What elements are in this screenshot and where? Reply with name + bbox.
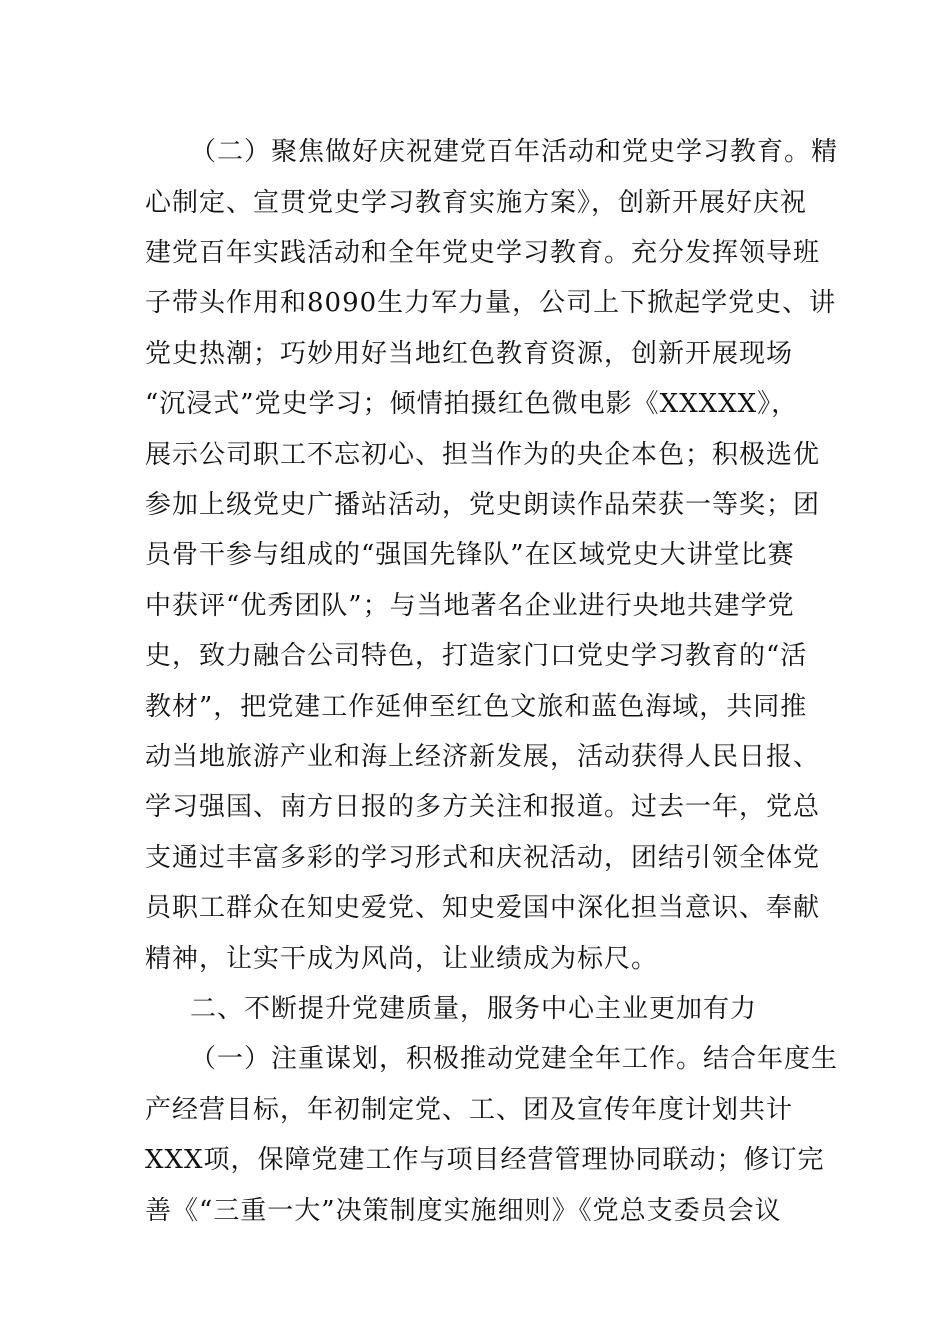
- paragraph-2-line-16: 员职工群众在知史爱党、知史爱国中深化担当意识、奉献: [145, 893, 821, 923]
- section-heading: 二、不断提升党建质量，服务中心主业更加有力: [190, 994, 758, 1024]
- paragraph-3-line-1: （一）注重谋划，积极推动党建全年工作。结合年度生: [190, 1044, 839, 1074]
- paragraph-2-line-7: 展示公司职工不忘初心、担当作为的央企本色；积极选优: [145, 440, 821, 470]
- paragraph-2-line-14: 学习强国、南方日报的多方关注和报道。过去一年，党总: [145, 792, 821, 822]
- paragraph-2-line-17: 精神，让实干成为风尚，让业绩成为标尺。: [145, 944, 659, 974]
- paragraph-2-line-4: 子带头作用和8090生力军力量，公司上下掀起学党史、讲: [145, 288, 837, 318]
- paragraph-2-line-3: 建党百年实践活动和全年党史学习教育。充分发挥领导班: [145, 238, 821, 268]
- paragraph-2-line-8: 参加上级党史广播站活动，党史朗读作品荣获一等奖；团: [145, 490, 821, 520]
- paragraph-2-line-5: 党史热潮；巧妙用好当地红色教育资源，创新开展现场: [145, 339, 794, 369]
- paragraph-2-line-13: 动当地旅游产业和海上经济新发展，活动获得人民日报、: [145, 742, 821, 772]
- paragraph-2-line-6: “沉浸式”党史学习；倾情拍摄红色微电影《XXXXX》，: [145, 389, 799, 419]
- paragraph-2-line-1: （二）聚焦做好庆祝建党百年活动和党史学习教育。精: [190, 137, 839, 167]
- paragraph-3-line-2: 产经营目标，年初制定党、工、团及宣传年度计划共计: [145, 1095, 794, 1125]
- paragraph-3-line-3: XXX项，保障党建工作与项目经营管理协同联动；修订完: [145, 1145, 825, 1175]
- paragraph-2-line-15: 支通过丰富多彩的学习形式和庆祝活动，团结引领全体党: [145, 843, 821, 873]
- paragraph-2-line-2: 心制定、宣贯党史学习教育实施方案》，创新开展好庆祝: [145, 188, 808, 218]
- paragraph-2-line-10: 中获评“优秀团队”；与当地著名企业进行央地共建学党: [145, 591, 795, 621]
- paragraph-3-line-4: 善《“三重一大”决策制度实施细则》《党总支委员会议: [145, 1196, 782, 1226]
- paragraph-2-line-12: 教材”，把党建工作延伸至红色文旅和蓝色海域，共同推: [145, 692, 808, 722]
- paragraph-2-line-11: 史，致力融合公司特色，打造家门口党史学习教育的“活: [145, 641, 808, 671]
- paragraph-2-line-9: 员骨干参与组成的“强国先锋队”在区域党史大讲堂比赛: [145, 540, 795, 570]
